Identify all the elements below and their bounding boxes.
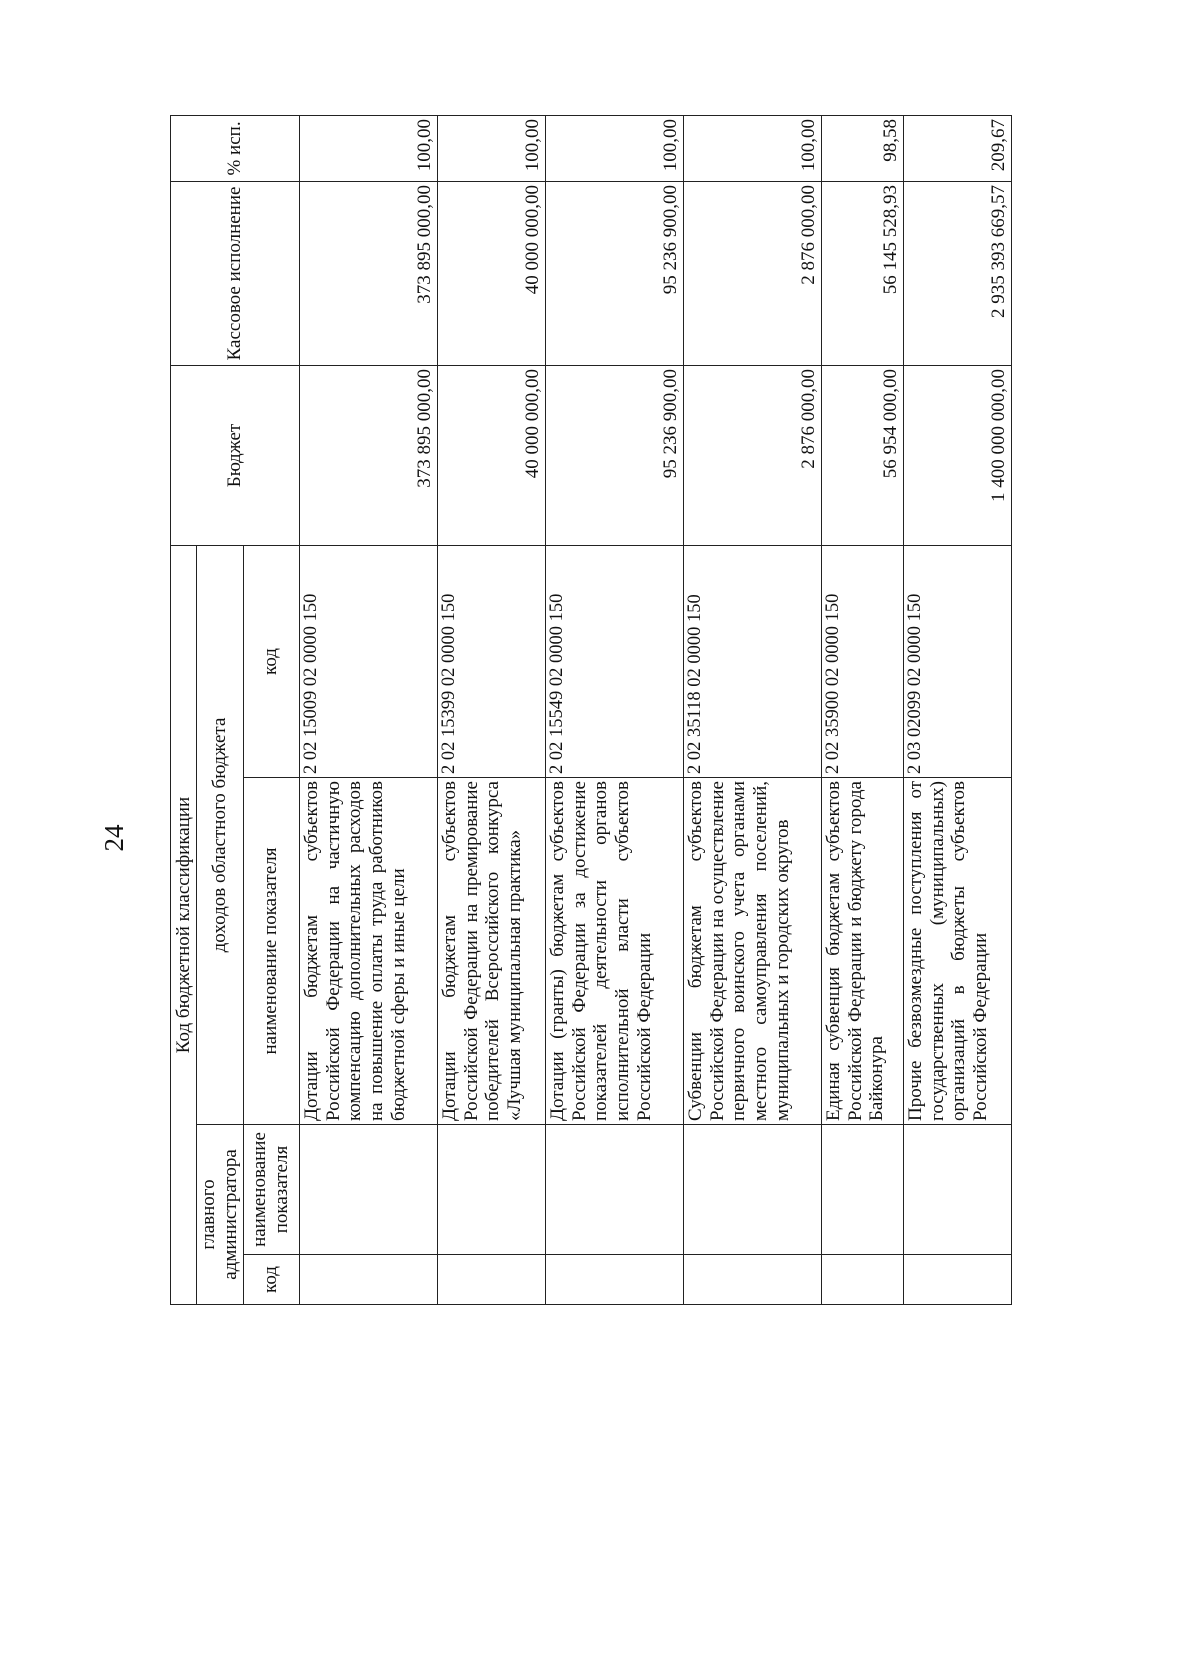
admin-name-cell: [437, 1125, 545, 1255]
admin-name-cell: [821, 1125, 903, 1255]
admin-code-cell: [903, 1255, 1011, 1305]
income-name-cell: Дотации бюджетам субъектов Российской Федерации на премирование победителей Всероссийского конкурса «Лучшая муниципальная практика»: [437, 778, 545, 1125]
header-income-indicator-name: наименование показателя: [243, 778, 299, 1125]
admin-name-cell: [903, 1125, 1011, 1255]
table-row: [545, 115, 683, 1304]
table-row: [903, 115, 1011, 1304]
admin-code-cell: [545, 1255, 683, 1305]
admin-name-cell: [545, 1125, 683, 1255]
income-name-cell: Субвенции бюджетам субъектов Российской Федерации на осуществление первичного воинского учета органами местного самоуправления поселений, муниципальных и городских округов: [683, 778, 821, 1125]
header-percent-executed: % исп.: [171, 115, 300, 181]
income-code-cell: 2 03 02099 02 0000 150: [903, 545, 1011, 777]
table-row: [437, 115, 545, 1304]
admin-name-cell: [683, 1125, 821, 1255]
budget-cell: 40 000 000,00: [437, 365, 545, 545]
header-budget: Бюджет: [171, 365, 300, 545]
budget-cell: 56 954 000,00: [821, 365, 903, 545]
cash-execution-cell: 56 145 528,93: [821, 181, 903, 365]
budget-income-table: [170, 115, 1012, 1305]
budget-cell: 373 895 000,00: [299, 365, 437, 545]
cash-execution-cell: 95 236 900,00: [545, 181, 683, 365]
admin-code-cell: [437, 1255, 545, 1305]
cash-execution-cell: 40 000 000,00: [437, 181, 545, 365]
percent-cell: 100,00: [683, 115, 821, 181]
table-row: [299, 115, 437, 1304]
table-row: [821, 115, 903, 1304]
income-name-cell: Дотации бюджетам субъектов Российской Федерации на частичную компенсацию дополнительных расходов на повышение оплаты труда работников бюджетной сферы и иные цели: [299, 778, 437, 1125]
income-code-cell: 2 02 35900 02 0000 150: [821, 545, 903, 777]
income-code-cell: 2 02 15549 02 0000 150: [545, 545, 683, 777]
income-code-cell: 2 02 15399 02 0000 150: [437, 545, 545, 777]
budget-cell: 95 236 900,00: [545, 365, 683, 545]
percent-cell: 98,58: [821, 115, 903, 181]
header-admin-indicator-name: наименование показателя: [243, 1125, 299, 1255]
income-code-cell: 2 02 15009 02 0000 150: [299, 545, 437, 777]
income-name-cell: Прочие безвозмездные поступления от государственных (муниципальных) организаций в бюджеты субъектов Российской Федерации: [903, 778, 1011, 1125]
percent-cell: 209,67: [903, 115, 1011, 181]
percent-cell: 100,00: [545, 115, 683, 181]
cash-execution-cell: 2 876 000,00: [683, 181, 821, 365]
admin-name-cell: [299, 1125, 437, 1255]
income-code-cell: 2 02 35118 02 0000 150: [683, 545, 821, 777]
budget-cell: 1 400 000 000,00: [903, 365, 1011, 545]
header-chief-admin: главного администратора: [197, 1125, 244, 1305]
cash-execution-cell: 2 935 393 669,57: [903, 181, 1011, 365]
header-income-code: код: [243, 545, 299, 777]
header-admin-code: код: [243, 1255, 299, 1305]
cash-execution-cell: 373 895 000,00: [299, 181, 437, 365]
income-name-cell: Единая субвенция бюджетам субъектов Российской Федерации и бюджету города Байконура: [821, 778, 903, 1125]
income-name-cell: Дотации (гранты) бюджетам субъектов Российской Федерации за достижение показателей деятельности органов исполнительной власти субъектов Российской Федерации: [545, 778, 683, 1125]
header-classification: Код бюджетной классификации: [171, 545, 197, 1304]
percent-cell: 100,00: [437, 115, 545, 181]
rotated-table-container: [170, 115, 1200, 1305]
percent-cell: 100,00: [299, 115, 437, 181]
header-cash-execution: Кассовое исполнение: [171, 181, 300, 365]
admin-code-cell: [683, 1255, 821, 1305]
budget-cell: 2 876 000,00: [683, 365, 821, 545]
page-number: 24: [99, 824, 129, 852]
table-row: [683, 115, 821, 1304]
admin-code-cell: [821, 1255, 903, 1305]
admin-code-cell: [299, 1255, 437, 1305]
header-regional-income: доходов областного бюджета: [197, 545, 244, 1124]
